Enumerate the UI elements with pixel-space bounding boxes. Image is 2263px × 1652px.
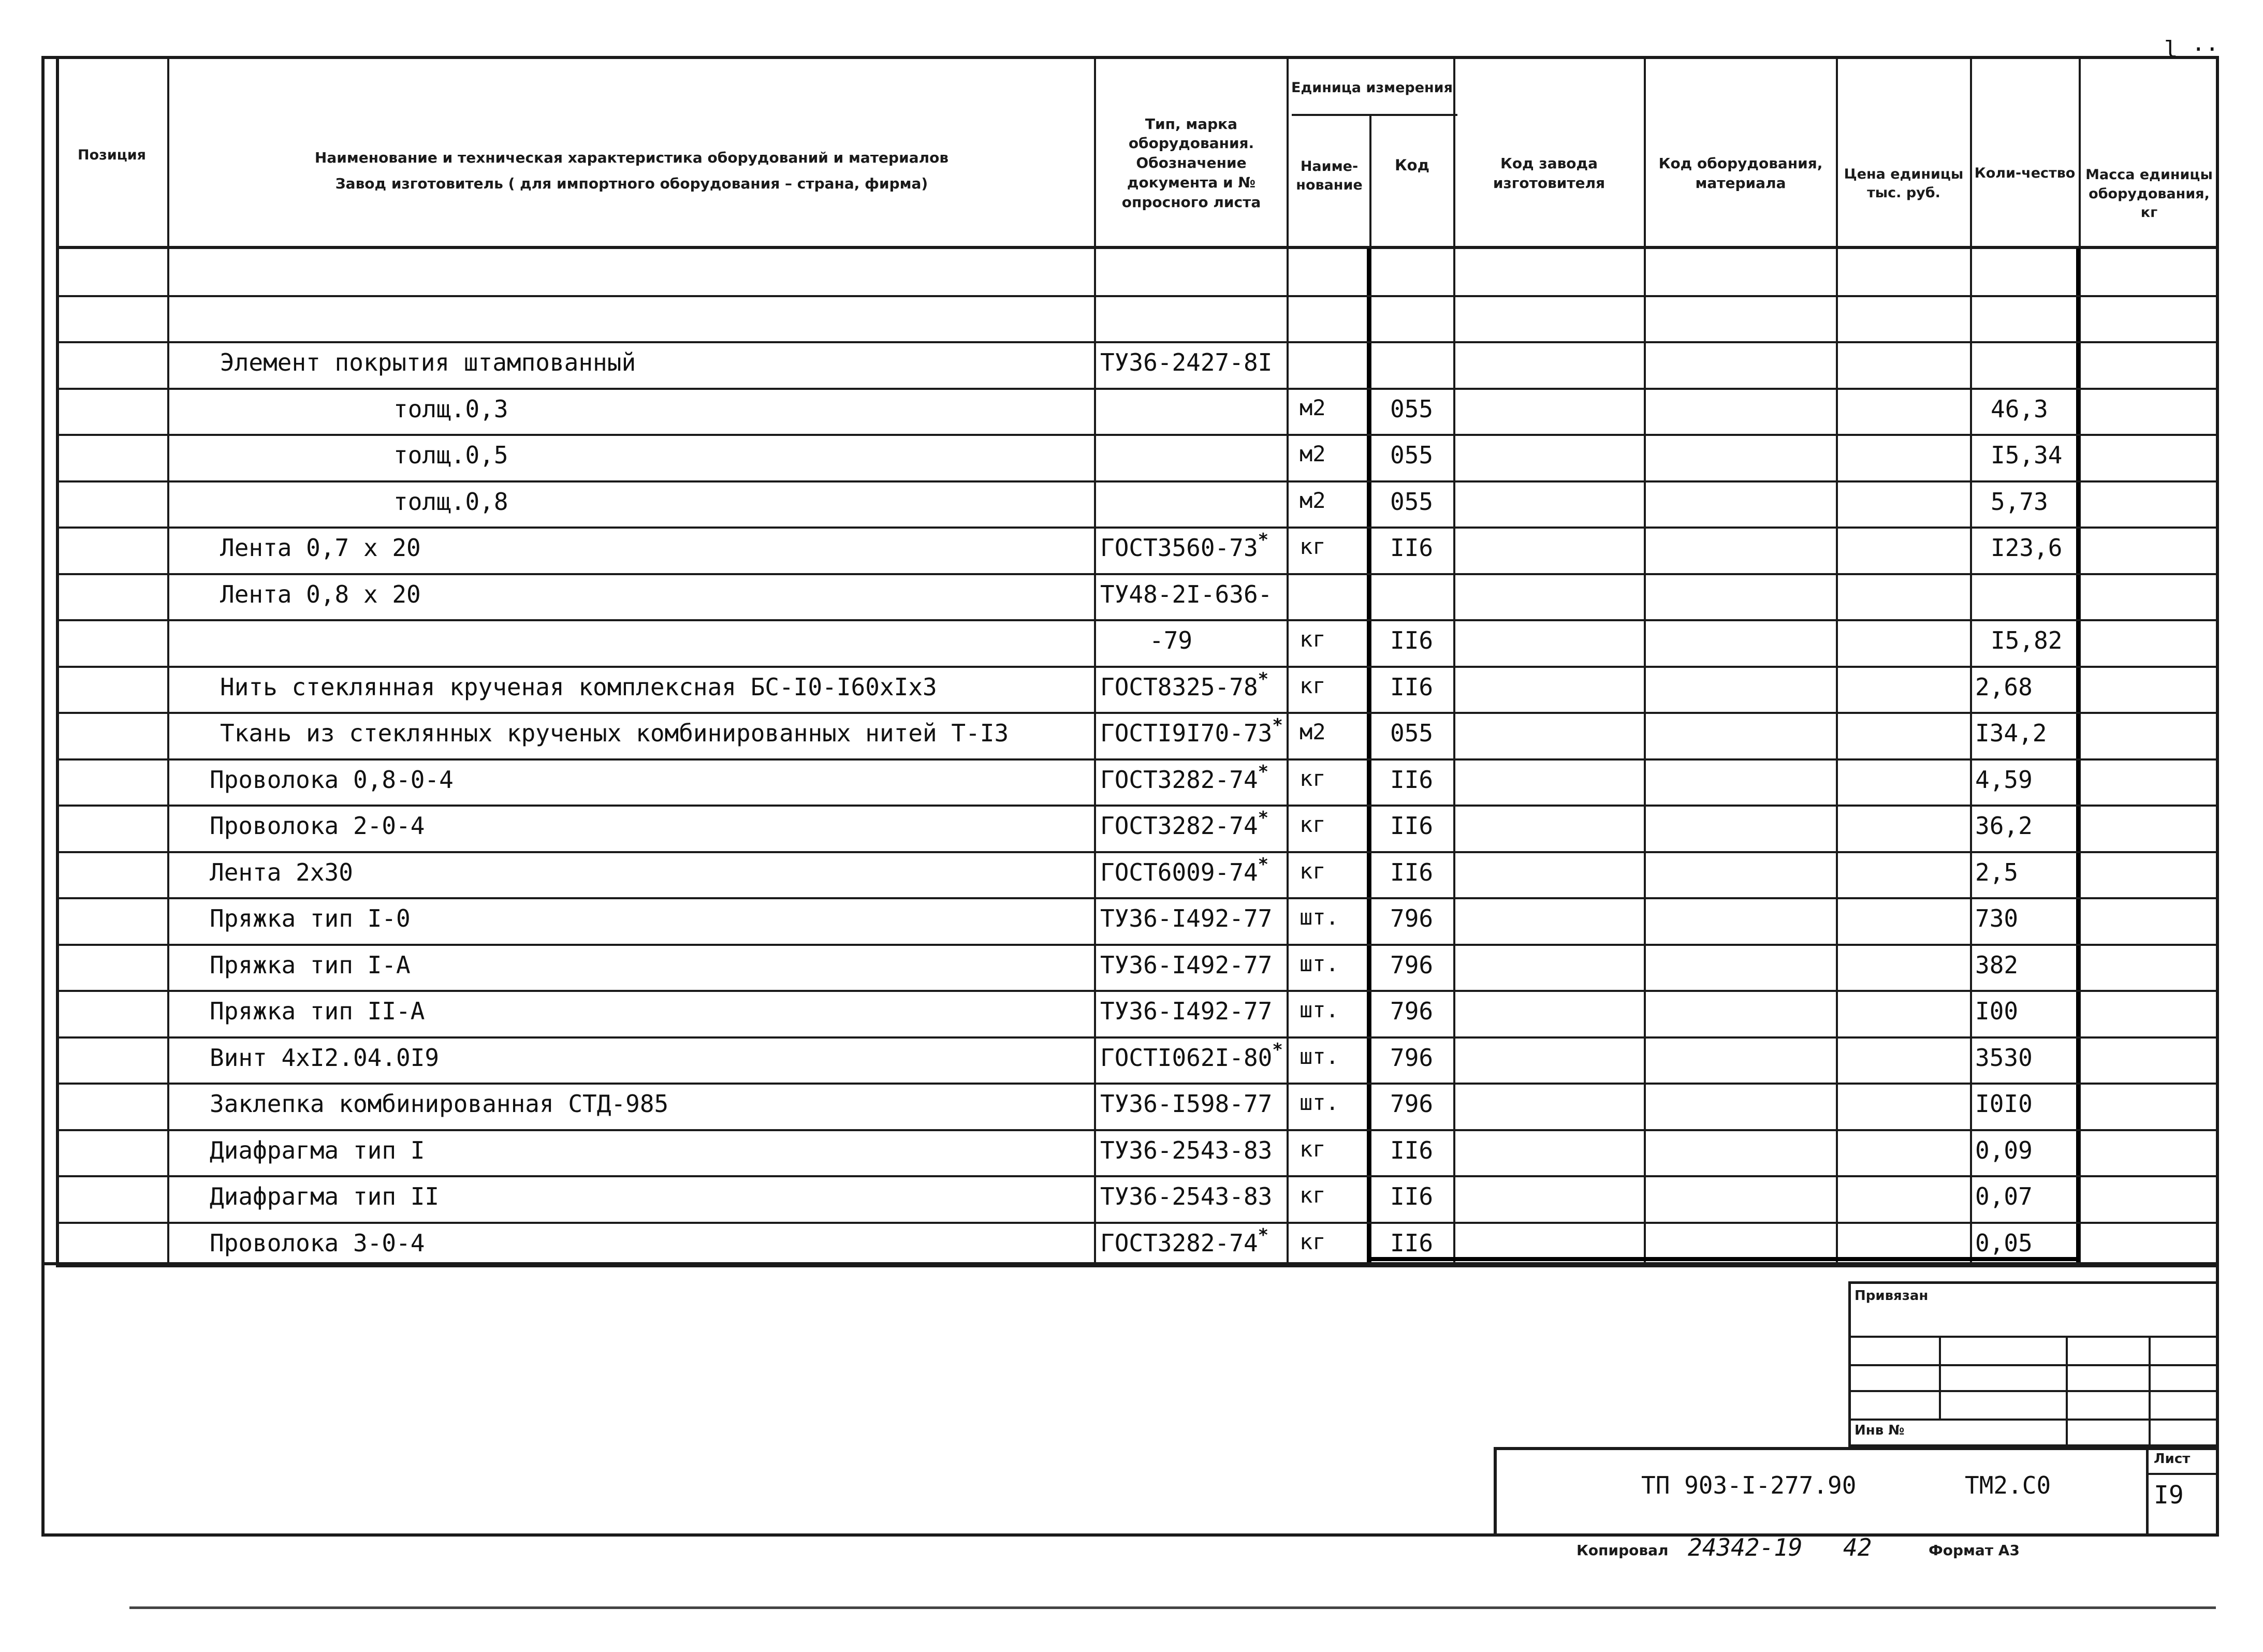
header-equipment-code: Код оборудования, материала bbox=[1658, 155, 1823, 192]
row-code: II6 bbox=[1390, 534, 1434, 562]
row-name: толщ.0,3 bbox=[393, 394, 508, 423]
row-name: Лента 2х30 bbox=[210, 858, 353, 886]
stamp-line-1 bbox=[1848, 1336, 2219, 1338]
row-name: Лента 0,8 х 20 bbox=[220, 580, 421, 608]
row-unit: кг bbox=[1300, 1229, 1326, 1254]
row-line bbox=[56, 1222, 2219, 1224]
row-unit: шт. bbox=[1300, 1090, 1339, 1115]
row-unit: кг bbox=[1300, 673, 1326, 698]
row-unit: кг bbox=[1300, 1182, 1326, 1208]
row-type-star: * bbox=[1258, 1224, 1269, 1246]
row-type: ТУ36-I598-77 bbox=[1100, 1090, 1273, 1118]
inv-no-label: Инв № bbox=[1855, 1423, 1905, 1438]
row-line bbox=[56, 990, 2219, 992]
stamp-col-1 bbox=[1939, 1336, 1941, 1419]
row-type: ГОСТ3282-74* bbox=[1100, 808, 1269, 840]
row-quantity: 5,73 bbox=[1991, 487, 2048, 516]
row-type-star: * bbox=[1272, 1039, 1283, 1060]
row-line bbox=[56, 944, 2219, 946]
row-type: ТУ36-I492-77 bbox=[1100, 904, 1273, 932]
row-line bbox=[56, 758, 2219, 761]
row-line bbox=[56, 1036, 2219, 1039]
row-line bbox=[56, 851, 2219, 853]
row-name: Пряжка тип II-А bbox=[210, 997, 425, 1025]
doc-code: ТП 903-I-277.90 bbox=[1641, 1471, 1857, 1499]
row-line bbox=[56, 480, 2219, 483]
col-line-8 bbox=[1970, 56, 1972, 1267]
row-type-star: * bbox=[1272, 715, 1283, 736]
row-type-star: * bbox=[1258, 761, 1269, 782]
row-code: 055 bbox=[1390, 487, 1434, 516]
col-line-1 bbox=[167, 56, 169, 1267]
row-name: Диафрагма тип I bbox=[210, 1136, 425, 1164]
title-block-divider bbox=[2146, 1447, 2149, 1537]
row-type-star: * bbox=[1258, 530, 1269, 550]
header-unit-code: Код bbox=[1394, 156, 1430, 174]
col-line-9-bold bbox=[2076, 248, 2080, 1263]
row-quantity: I5,82 bbox=[1991, 626, 2063, 654]
col-line-2 bbox=[1094, 56, 1096, 1267]
row-type: ГОСТ8325-78* bbox=[1100, 668, 1269, 701]
row-code: II6 bbox=[1390, 765, 1434, 794]
row-name: Пряжка тип I-0 bbox=[210, 904, 411, 932]
row-unit: м2 bbox=[1300, 441, 1326, 466]
corner-mark: l ·· bbox=[2164, 36, 2219, 63]
header-mass: Масса единицы оборудования, кг bbox=[2085, 167, 2213, 221]
row-type-star: * bbox=[1258, 668, 1269, 690]
row-unit: кг bbox=[1300, 765, 1326, 791]
row-code: 796 bbox=[1390, 951, 1434, 979]
copied-number: 24342-19 bbox=[1688, 1533, 1803, 1561]
row-unit: кг bbox=[1300, 626, 1326, 652]
row-type: ТУ36-I492-77 bbox=[1100, 951, 1273, 979]
privyazan-label: Привязан bbox=[1855, 1288, 1929, 1304]
row-type: ТУ36-2543-83 bbox=[1100, 1136, 1273, 1164]
row-name: Заклепка комбинированная СТД-985 bbox=[210, 1090, 669, 1118]
col-line-6 bbox=[1644, 56, 1646, 1267]
row-quantity: 36,2 bbox=[1975, 812, 2033, 840]
row-line bbox=[56, 434, 2219, 436]
row-name: толщ.0,5 bbox=[393, 441, 508, 469]
row-quantity: 4,59 bbox=[1975, 765, 2033, 794]
row-code: II6 bbox=[1390, 1136, 1434, 1164]
row-line bbox=[56, 1083, 2219, 1085]
row-unit: м2 bbox=[1300, 719, 1326, 744]
header-price: Цена единицы тыс. руб. bbox=[1844, 166, 1964, 201]
row-type: ГОСТ3282-74* bbox=[1100, 1224, 1269, 1257]
row-line bbox=[56, 1129, 2219, 1131]
row-line bbox=[56, 897, 2219, 899]
row-name: Диафрагма тип II bbox=[210, 1182, 440, 1210]
row-type: ГОСТ6009-74* bbox=[1100, 854, 1269, 886]
row-type: ГОСТ3560-73* bbox=[1100, 530, 1269, 562]
row-type: ТУ48-2I-636- bbox=[1100, 580, 1273, 608]
header-bottom-line bbox=[56, 246, 2219, 249]
row-type-star: * bbox=[1258, 854, 1269, 875]
header-name-line2: Завод изготовитель ( для импортного оборудования – страна, фирма) bbox=[335, 175, 928, 193]
format-label: Формат А3 bbox=[1929, 1542, 2020, 1559]
row-code: 055 bbox=[1390, 394, 1434, 423]
row-code: II6 bbox=[1390, 626, 1434, 654]
row-quantity: I34,2 bbox=[1975, 719, 2047, 747]
row-code: 055 bbox=[1390, 719, 1434, 747]
title-block bbox=[1494, 1447, 2219, 1537]
row-type: ГОСТI062I-80* bbox=[1100, 1039, 1283, 1072]
header-name-line1: Наименование и техническая характеристика оборудований и материалов bbox=[314, 149, 949, 167]
row-type: ГОСТI9I70-73* bbox=[1100, 715, 1283, 747]
stamp-line-2 bbox=[1848, 1364, 2219, 1366]
row-unit: шт. bbox=[1300, 997, 1339, 1022]
row-unit: кг bbox=[1300, 858, 1326, 884]
list-number: I9 bbox=[2154, 1481, 2184, 1510]
row-code: 796 bbox=[1390, 1090, 1434, 1118]
row-unit: кг bbox=[1300, 534, 1326, 559]
row-unit: кг bbox=[1300, 812, 1326, 837]
row-quantity: I5,34 bbox=[1991, 441, 2063, 469]
row-code: II6 bbox=[1390, 812, 1434, 840]
doc-mark: ТМ2.С0 bbox=[1965, 1471, 2051, 1499]
row-name: Проволока 0,8-0-4 bbox=[210, 765, 454, 794]
row-name: Элемент покрытия штампованный bbox=[220, 348, 636, 376]
row-code: 796 bbox=[1390, 1043, 1434, 1072]
row-quantity: 730 bbox=[1975, 904, 2019, 932]
list-label-line bbox=[2146, 1473, 2219, 1475]
col-line-3 bbox=[1287, 56, 1289, 1267]
unit-group-line bbox=[1292, 114, 1457, 116]
stamp-col-2 bbox=[2066, 1336, 2068, 1447]
row-name: толщ.0,8 bbox=[393, 487, 508, 516]
copied-label: Копировал bbox=[1576, 1542, 1669, 1559]
row-line bbox=[56, 805, 2219, 807]
row-quantity: 2,68 bbox=[1975, 673, 2033, 701]
row-code: II6 bbox=[1390, 858, 1434, 886]
row-type-star: * bbox=[1258, 808, 1269, 828]
header-maker-code: Код завода изготовителя bbox=[1493, 155, 1605, 192]
row-code: 055 bbox=[1390, 441, 1434, 469]
scan-edge-line bbox=[129, 1606, 2216, 1609]
row-line bbox=[56, 619, 2219, 621]
col-line-7 bbox=[1836, 56, 1838, 1267]
row-line bbox=[56, 712, 2219, 714]
row-type: ГОСТ3282-74* bbox=[1100, 761, 1269, 794]
row-name: Проволока 3-0-4 bbox=[210, 1229, 425, 1257]
row-unit: кг bbox=[1300, 1136, 1326, 1162]
row-name: Винт 4хI2.04.0I9 bbox=[210, 1043, 440, 1072]
row-name: Пряжка тип I-А bbox=[210, 951, 411, 979]
row-code: II6 bbox=[1390, 673, 1434, 701]
row-quantity: 3530 bbox=[1975, 1043, 2033, 1072]
row-line bbox=[56, 666, 2219, 668]
header-type: Тип, марка оборудования. Обозначение документа и № опросного листа bbox=[1121, 115, 1261, 211]
row-line bbox=[56, 527, 2219, 529]
row-unit: м2 bbox=[1300, 487, 1326, 513]
row-quantity: I0I0 bbox=[1975, 1090, 2033, 1118]
row-type: ТУ36-2543-83 bbox=[1100, 1182, 1273, 1210]
row-code: II6 bbox=[1390, 1182, 1434, 1210]
row-unit: шт. bbox=[1300, 951, 1339, 976]
col-line-4-bold bbox=[1367, 248, 1371, 1263]
row-unit: шт. bbox=[1300, 1043, 1339, 1069]
row-unit: м2 bbox=[1300, 394, 1326, 420]
row-type: ТУ36-I492-77 bbox=[1100, 997, 1273, 1025]
row-code: 796 bbox=[1390, 997, 1434, 1025]
row-line bbox=[56, 573, 2219, 575]
row-quantity: 0,05 bbox=[1975, 1229, 2033, 1257]
row-name: Лента 0,7 х 20 bbox=[220, 534, 421, 562]
row-quantity: I23,6 bbox=[1991, 534, 2063, 562]
row-quantity: 0,09 bbox=[1975, 1136, 2033, 1164]
col-line-5 bbox=[1453, 56, 1455, 1267]
stamp-line-4 bbox=[1848, 1419, 2219, 1421]
header-unit-group: Единица измерения bbox=[1291, 79, 1453, 96]
header-position: Позиция bbox=[77, 147, 147, 163]
list-label: Лист bbox=[2154, 1451, 2191, 1467]
row-quantity: 2,5 bbox=[1975, 858, 2019, 886]
row-type: -79 bbox=[1149, 626, 1193, 654]
row-line bbox=[56, 388, 2219, 390]
row-quantity: 382 bbox=[1975, 951, 2019, 979]
row-quantity: 46,3 bbox=[1991, 394, 2048, 423]
row-quantity: 0,07 bbox=[1975, 1182, 2033, 1210]
row-type: ТУ36-2427-8I bbox=[1100, 348, 1273, 376]
row-line bbox=[56, 1175, 2219, 1177]
row-quantity: I00 bbox=[1975, 997, 2019, 1025]
table-bottom-line bbox=[41, 1262, 2219, 1265]
row-line bbox=[56, 295, 2219, 297]
row-line bbox=[56, 341, 2219, 343]
row-unit: шт. bbox=[1300, 904, 1339, 930]
stamp-col-3 bbox=[2149, 1336, 2151, 1447]
bold-box-bottom bbox=[1367, 1257, 2080, 1261]
row-name: Ткань из стеклянных крученых комбинированных нитей Т-I3 bbox=[220, 719, 1009, 747]
row-code: 796 bbox=[1390, 904, 1434, 932]
row-name: Нить стеклянная крученая комплексная БС-I0-I60хIх3 bbox=[220, 673, 937, 701]
header-unit-name: Наиме-нование bbox=[1296, 158, 1363, 193]
stamp-line-3 bbox=[1848, 1390, 2219, 1392]
copied-page: 42 bbox=[1843, 1533, 1872, 1561]
row-name: Проволока 2-0-4 bbox=[210, 812, 425, 840]
row-code: II6 bbox=[1390, 1229, 1434, 1257]
header-quantity: Коли-чество bbox=[1974, 165, 2076, 181]
